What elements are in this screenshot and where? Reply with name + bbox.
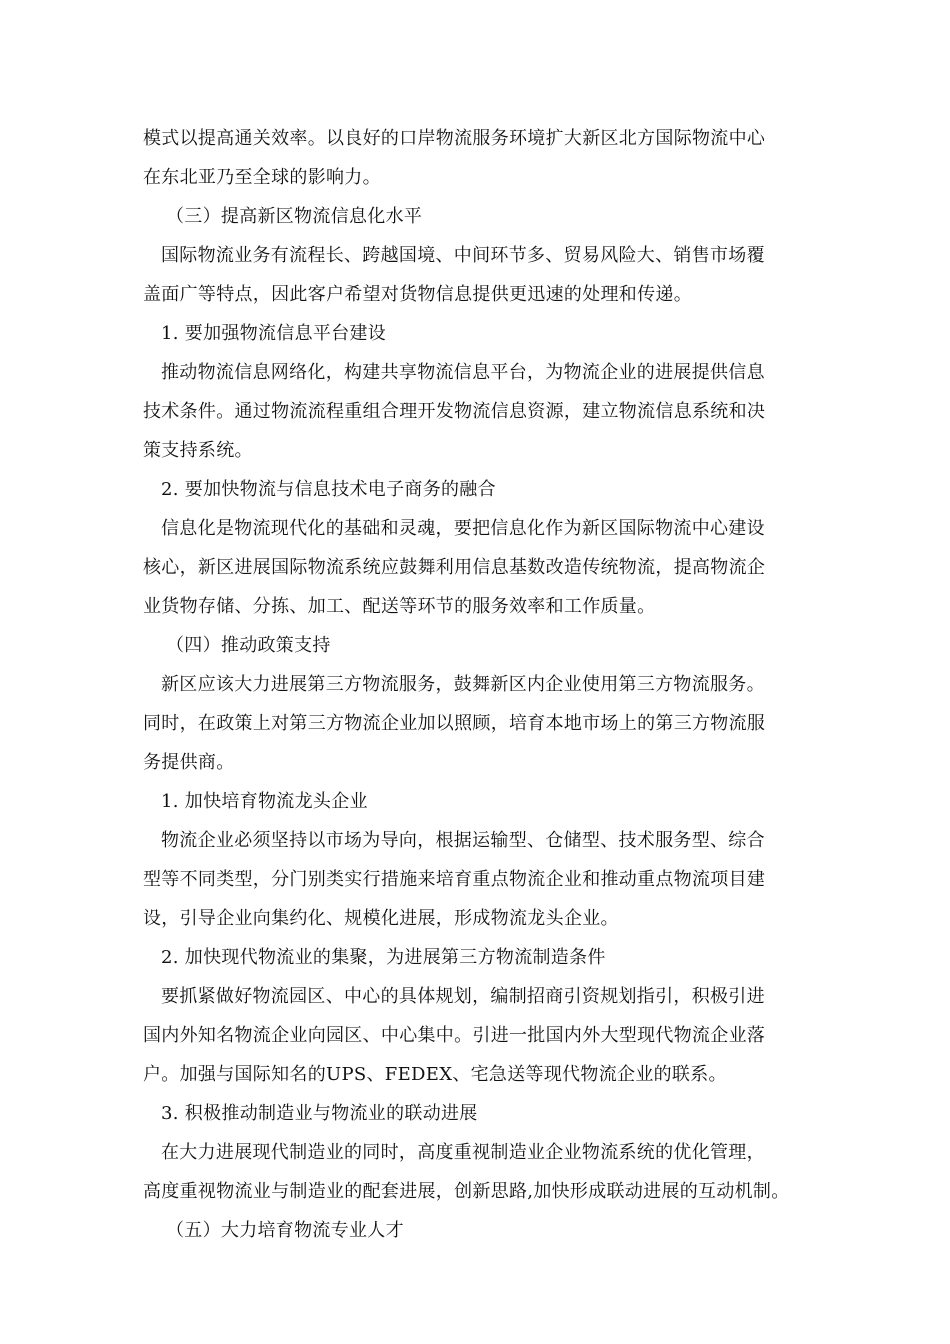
paragraph-line: 在大力进展现代制造业的同时，高度重视制造业企业物流系统的优化管理， [161,1142,765,1163]
paragraph-line: 在东北亚乃至全球的影响力。 [143,167,381,188]
paragraph-line: 同时，在政策上对第三方物流企业加以照顾，培育本地市场上的第三方物流服 [143,713,766,734]
subsection-heading: 2. 加快现代物流业的集聚，为进展第三方物流制造条件 [161,947,606,968]
paragraph-line: 国内外知名物流企业向园区、中心集中。引进一批国内外大型现代物流企业落 [143,1025,766,1046]
paragraph-line: 盖面广等特点，因此客户希望对货物信息提供更迅速的处理和传递。 [143,284,692,305]
subsection-heading: 2. 要加快物流与信息技术电子商务的融合 [161,479,496,500]
paragraph-line: 模式以提高通关效率。以良好的口岸物流服务环境扩大新区北方国际物流中心 [143,128,766,149]
paragraph-line: 国际物流业务有流程长、跨越国境、中间环节多、贸易风险大、销售市场覆 [161,245,765,266]
section-heading: （三）提高新区物流信息化水平 [166,206,423,227]
paragraph-line: 信息化是物流现代化的基础和灵魂，要把信息化作为新区国际物流中心建设 [161,518,765,539]
paragraph-line: 业货物存储、分拣、加工、配送等环节的服务效率和工作质量。 [143,596,656,617]
paragraph-line: 物流企业必须坚持以市场为导向，根据运输型、仓储型、技术服务型、综合 [161,830,765,851]
paragraph-line: 核心，新区进展国际物流系统应鼓舞利用信息基数改造传统物流，提高物流企 [143,557,766,578]
paragraph-line: 要抓紧做好物流园区、中心的具体规划，编制招商引资规划指引，积极引进 [161,986,765,1007]
paragraph-line: 推动物流信息网络化，构建共享物流信息平台，为物流企业的进展提供信息 [161,362,765,383]
paragraph-line: 务提供商。 [143,752,235,773]
subsection-heading: 3. 积极推动制造业与物流业的联动进展 [161,1103,478,1124]
paragraph-line: 设，引导企业向集约化、规模化进展，形成物流龙头企业。 [143,908,619,929]
paragraph-line: 户。加强与国际知名的UPS、FEDEX、宅急送等现代物流企业的联系。 [143,1064,727,1085]
subsection-heading: 1. 要加强物流信息平台建设 [161,323,387,344]
paragraph-line: 高度重视物流业与制造业的配套进展，创新思路,加快形成联动进展的互动机制。 [143,1181,790,1202]
paragraph-line: 新区应该大力进展第三方物流服务，鼓舞新区内企业使用第三方物流服务。 [161,674,765,695]
section-heading: （五）大力培育物流专业人才 [166,1220,404,1241]
document-body [143,119,808,1250]
section-heading: （四）推动政策支持 [166,635,331,656]
paragraph-line: 策支持系统。 [143,440,253,461]
subsection-heading: 1. 加快培育物流龙头企业 [161,791,368,812]
paragraph-line: 型等不同类型，分门别类实行措施来培育重点物流企业和推动重点物流项目建 [143,869,766,890]
paragraph-line: 技术条件。通过物流流程重组合理开发物流信息资源，建立物流信息系统和决 [143,401,766,422]
